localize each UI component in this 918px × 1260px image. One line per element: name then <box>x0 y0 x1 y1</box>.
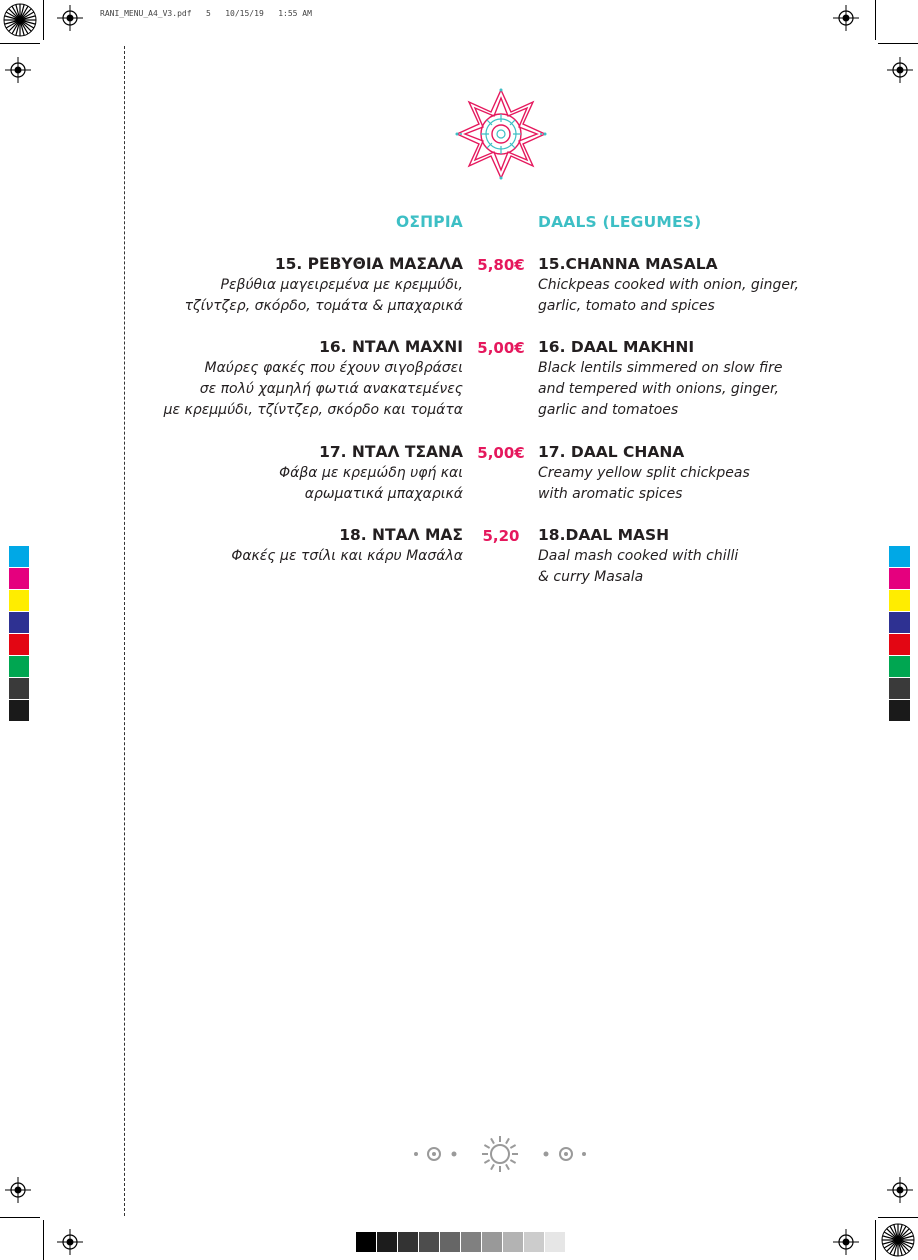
color-swatch <box>9 546 29 568</box>
trim-line <box>875 0 876 40</box>
dish-description-line: με κρεμμύδι, τζίντζερ, σκόρδο και τομάτα <box>163 402 463 418</box>
section-heading-greek: ΟΣΠΡΙΑ <box>395 213 463 231</box>
dish-description-line: Chickpeas cooked with onion, ginger, <box>538 277 799 293</box>
dish-description-line: Μαύρες φακές που έχουν σιγοβράσει <box>204 360 463 376</box>
color-swatch <box>889 700 910 722</box>
print-slug: RANI_MENU_A4_V3.pdf 5 10/15/19 1:55 AM <box>100 9 312 18</box>
color-swatch <box>889 612 910 634</box>
gray-swatch <box>398 1232 418 1252</box>
gray-scale-bar <box>356 1232 566 1252</box>
registration-mark-icon <box>887 57 913 83</box>
trim-line <box>878 43 918 44</box>
menu-item-greek <box>143 337 463 421</box>
trim-line <box>43 1220 44 1260</box>
dish-description-line: garlic, tomato and spices <box>538 298 715 314</box>
dish-description-line: τζίντζερ, σκόρδο, τομάτα & μπαχαρικά <box>184 298 463 314</box>
dish-description-line: & curry Masala <box>538 569 644 585</box>
gray-swatch <box>419 1232 439 1252</box>
menu-item-english <box>538 525 828 588</box>
trim-line <box>878 1217 918 1218</box>
trim-line <box>43 0 44 40</box>
dish-description-line: σε πολύ χαμηλή φωτιά ανακατεμένες <box>199 381 463 397</box>
menu-item-greek <box>143 254 463 317</box>
menu-item-english <box>538 254 828 317</box>
dish-description-line: garlic and tomatoes <box>538 402 679 418</box>
dish-description-line: Φακές με τσίλι και κάρυ Μασάλα <box>231 548 463 564</box>
registration-mark-icon <box>887 1177 913 1203</box>
registration-mark-icon <box>57 1229 83 1255</box>
dish-description-line: Daal mash cooked with chilli <box>538 548 739 564</box>
color-swatch <box>9 612 29 634</box>
dish-name-english: 18.DAAL MASH <box>538 526 670 544</box>
color-swatch <box>889 590 910 612</box>
color-swatch <box>9 634 29 656</box>
menu-item-english <box>538 442 828 505</box>
dish-description-line: Black lentils simmered on slow fire <box>538 360 783 376</box>
gray-swatch <box>545 1232 565 1252</box>
color-swatch <box>889 546 910 568</box>
dish-name-english: 16. DAAL MAKHNI <box>538 338 695 356</box>
dish-name-greek: 15. ΡΕΒΥΘΙΑ ΜΑΣΑΛΑ <box>274 255 463 273</box>
dish-name-greek: 16. ΝΤΑΛ ΜΑΧΝΙ <box>319 338 463 356</box>
color-swatch <box>889 568 910 590</box>
footer-ornament-icon <box>410 1132 590 1176</box>
gray-swatch <box>482 1232 502 1252</box>
dish-description-line: with aromatic spices <box>538 486 683 502</box>
trim-line <box>0 43 40 44</box>
price: 5,00€ <box>477 444 525 462</box>
registration-mark-icon <box>57 5 83 31</box>
price: 5,80€ <box>477 256 525 274</box>
starburst-mark-icon <box>2 2 38 38</box>
menu-item-greek <box>143 525 463 567</box>
dish-description-line: αρωματικά μπαχαρικά <box>304 486 463 502</box>
gray-swatch <box>524 1232 544 1252</box>
color-swatch <box>9 678 29 700</box>
dish-name-english: 17. DAAL CHANA <box>538 443 685 461</box>
dish-description-line: Φάβα με κρεμώδη υφή και <box>279 465 463 481</box>
price: 5,20 <box>482 527 520 545</box>
dish-name-english: 15.CHANNA MASALA <box>538 255 718 273</box>
gray-swatch <box>377 1232 397 1252</box>
gray-swatch <box>440 1232 460 1252</box>
color-swatch <box>889 656 910 678</box>
price: 5,00€ <box>477 339 525 357</box>
trim-line <box>0 1217 40 1218</box>
menu-item-greek <box>143 442 463 505</box>
registration-mark-icon <box>5 1177 31 1203</box>
color-swatch <box>9 590 29 612</box>
dish-name-greek: 17. ΝΤΑΛ ΤΣΑΝΑ <box>319 443 463 461</box>
gray-swatch <box>503 1232 523 1252</box>
starburst-mark-icon <box>880 1222 916 1258</box>
registration-mark-icon <box>833 5 859 31</box>
dish-description-line: Ρεβύθια μαγειρεμένα με κρεμμύδι, <box>220 277 463 293</box>
color-swatch <box>9 700 29 722</box>
gray-swatch <box>356 1232 376 1252</box>
dish-name-greek: 18. ΝΤΑΛ ΜΑΣ <box>339 526 463 544</box>
trim-line <box>875 1220 876 1260</box>
dish-description-line: Creamy yellow split chickpeas <box>538 465 750 481</box>
fold-line <box>124 46 125 1216</box>
menu-item-english <box>538 337 828 421</box>
registration-mark-icon <box>833 1229 859 1255</box>
color-swatch <box>9 656 29 678</box>
registration-mark-icon <box>5 57 31 83</box>
color-swatch <box>889 678 910 700</box>
section-heading-english: DAALS (LEGUMES) <box>538 213 702 231</box>
gray-swatch <box>461 1232 481 1252</box>
color-bar-right <box>889 546 910 722</box>
color-swatch <box>9 568 29 590</box>
color-swatch <box>889 634 910 656</box>
mandala-ornament-icon <box>455 88 547 180</box>
color-bar-left <box>9 546 29 722</box>
dish-description-line: and tempered with onions, ginger, <box>538 381 779 397</box>
